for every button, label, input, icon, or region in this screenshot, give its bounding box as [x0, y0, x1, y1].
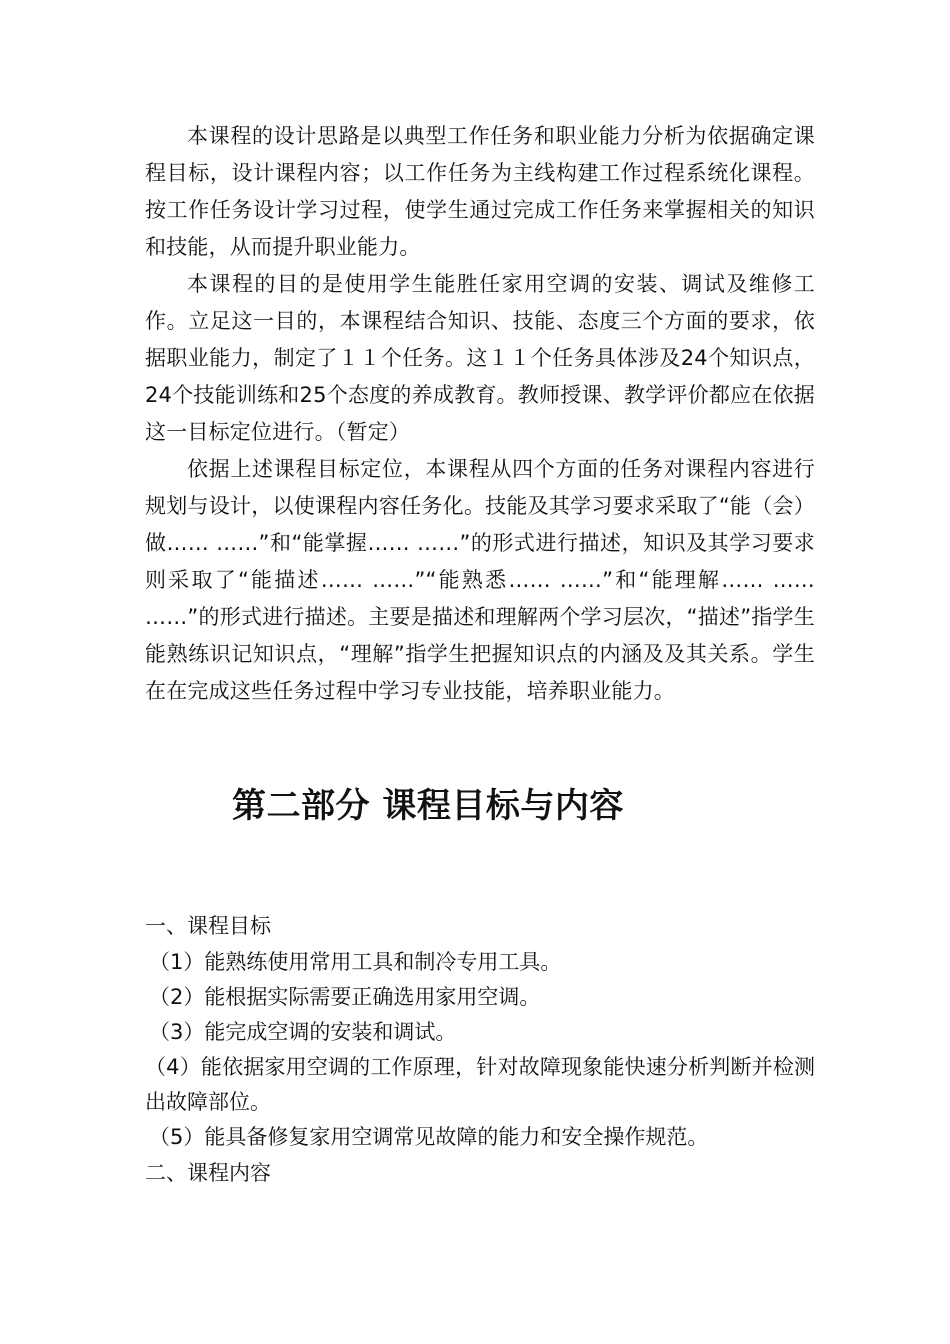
objectives-outline	[145, 908, 815, 1192]
paragraph-content-planning: 依据上述课程目标定位，本课程从四个方面的任务对课程内容进行规划与设计，以使课程内容任务化。技能及其学习要求采取了“能（会）做…… ……”和“能掌握…… ……”的形式进行描述，知识及其学习要求则采取了“能描述…… ……”“能熟悉…… ……”和“能理解…… …… ……”的形式进行描述。主要是描述和理解两个学习层次，“描述”指学生能熟练识记知识点，“理解”指学生把握知识点的内涵及及其关系。学生在在完成这些任务过程中学习专业技能，培养职业能力。	[145, 457, 815, 703]
objective-item: （3）能完成空调的安装和调试。	[149, 1020, 457, 1044]
intro-text-block	[145, 118, 815, 710]
heading-course-objectives: 一、课程目标	[145, 914, 271, 938]
objective-item: （1）能熟练使用常用工具和制冷专用工具。	[149, 950, 562, 974]
section-title: 第二部分 课程目标与内容	[232, 786, 624, 826]
heading-course-content: 二、课程内容	[145, 1161, 271, 1185]
objective-item: （5）能具备修复家用空调常见故障的能力和安全操作规范。	[149, 1125, 709, 1149]
objective-item: （4）能依据家用空调的工作原理，针对故障现象能快速分析判断并检测出故障部位。	[145, 1055, 815, 1114]
paragraph-design-approach: 本课程的设计思路是以典型工作任务和职业能力分析为依据确定课程目标，设计课程内容；以工作任务为主线构建工作过程系统化课程。按工作任务设计学习过程，使学生通过完成工作任务来掌握相关的知识和技能，从而提升职业能力。	[145, 124, 815, 259]
paragraph-course-purpose: 本课程的目的是使用学生能胜任家用空调的安装、调试及维修工作。立足这一目的，本课程结合知识、技能、态度三个方面的要求，依据职业能力，制定了１１个任务。这１１个任务具体涉及24个知识点，24个技能训练和25个态度的养成教育。教师授课、教学评价都应在依据这一目标定位进行。（暂定）	[145, 272, 815, 444]
objective-item: （2）能根据实际需要正确选用家用空调。	[149, 985, 541, 1009]
